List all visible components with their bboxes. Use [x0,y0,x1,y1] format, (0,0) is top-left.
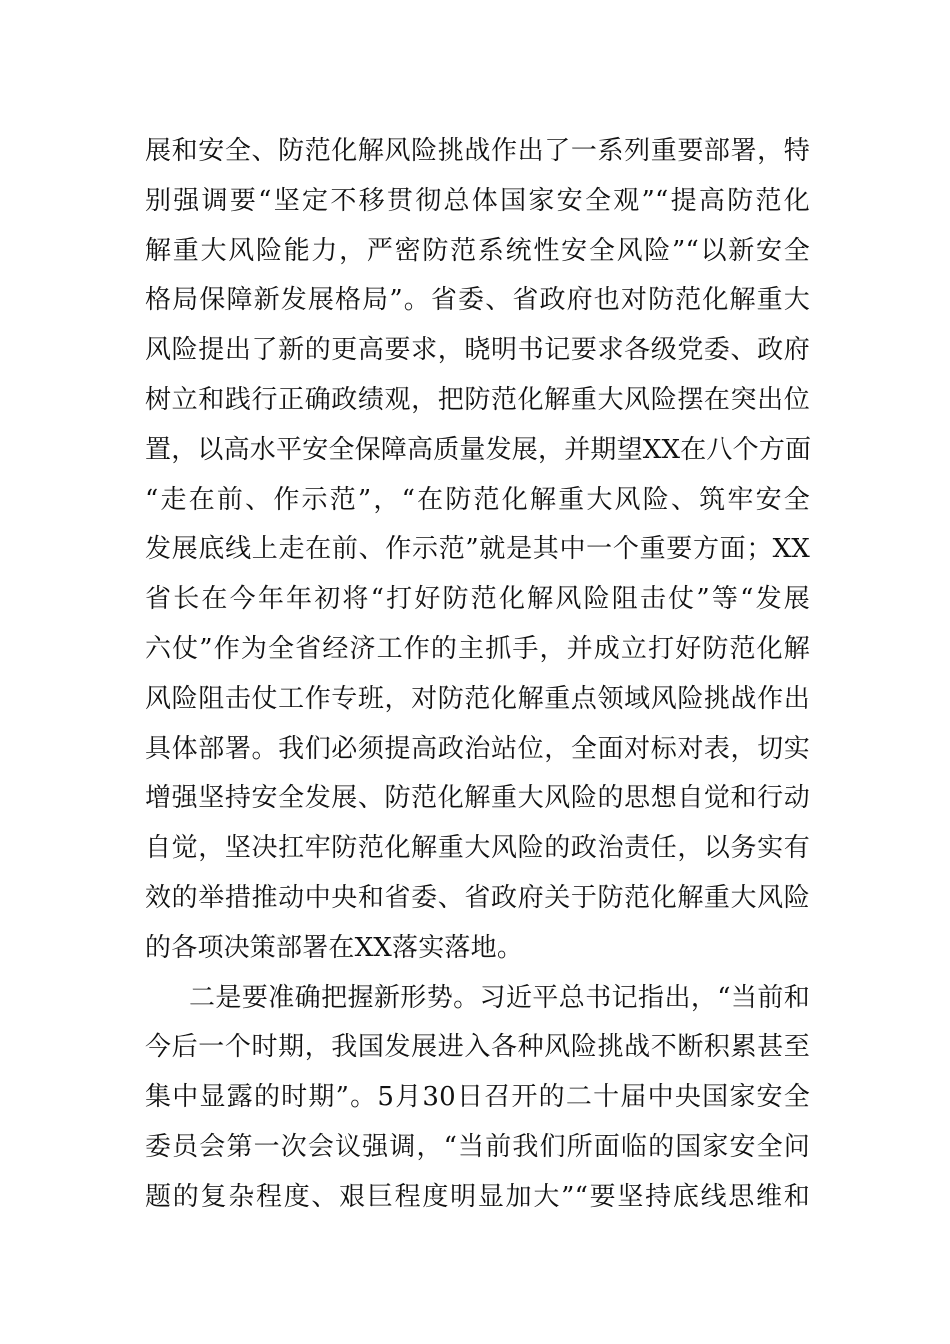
text-line: 风险提出了新的更高要求，晓明书记要求各级党委、政府 [145,335,810,366]
paragraph-2 [145,974,810,1223]
text-line: 别强调要“坚定不移贯彻总体国家安全观”“提高防范化 [145,185,810,216]
text-line: 的各项决策部署在XX落实落地。 [145,932,524,963]
text-line: 发展底线上走在前、作示范”就是其中一个重要方面；XX [145,534,810,565]
text-line: 二是要准确把握新形势。习近平总书记指出，“当前和 [189,982,810,1013]
document-body [145,127,810,1223]
text-line: 效的举措推动中央和省委、省政府关于防范化解重大风险 [145,882,810,913]
text-line: 展和安全、防范化解风险挑战作出了一系列重要部署，特 [145,136,810,166]
text-line: 具体部署。我们必须提高政治站位，全面对标对表，切实 [145,733,810,764]
text-line: 风险阻击仗工作专班，对防范化解重点领域风险挑战作出 [145,683,810,714]
text-line: 格局保障新发展格局”。省委、省政府也对防范化解重大 [145,285,810,316]
text-line: 六仗”作为全省经济工作的主抓手，并成立打好防范化解 [145,633,810,664]
text-line: 今后一个时期，我国发展进入各种风险挑战不断积累甚至 [145,1032,810,1063]
text-line: 省长在今年年初将“打好防范化解风险阻击仗”等“发展 [145,584,810,615]
text-line: 委员会第一次会议强调，“当前我们所面临的国家安全问 [145,1131,810,1162]
text-line: 置，以高水平安全保障高质量发展，并期望XX在八个方面 [145,434,812,465]
paragraph-1 [145,127,810,974]
text-line: 集中显露的时期”。5月30日召开的二十届中央国家安全 [145,1082,810,1113]
text-line: 题的复杂程度、艰巨程度明显加大”“要坚持底线思维和 [145,1181,810,1212]
text-line: 树立和践行正确政绩观，把防范化解重大风险摆在突出位 [145,384,810,415]
text-line: 增强坚持安全发展、防范化解重大风险的思想自觉和行动 [145,783,810,814]
text-line: “走在前、作示范”，“在防范化解重大风险、筑牢安全 [145,484,810,515]
text-line: 自觉，坚决扛牢防范化解重大风险的政治责任，以务实有 [145,833,810,864]
text-line: 解重大风险能力，严密防范系统性安全风险”“以新安全 [145,235,810,266]
